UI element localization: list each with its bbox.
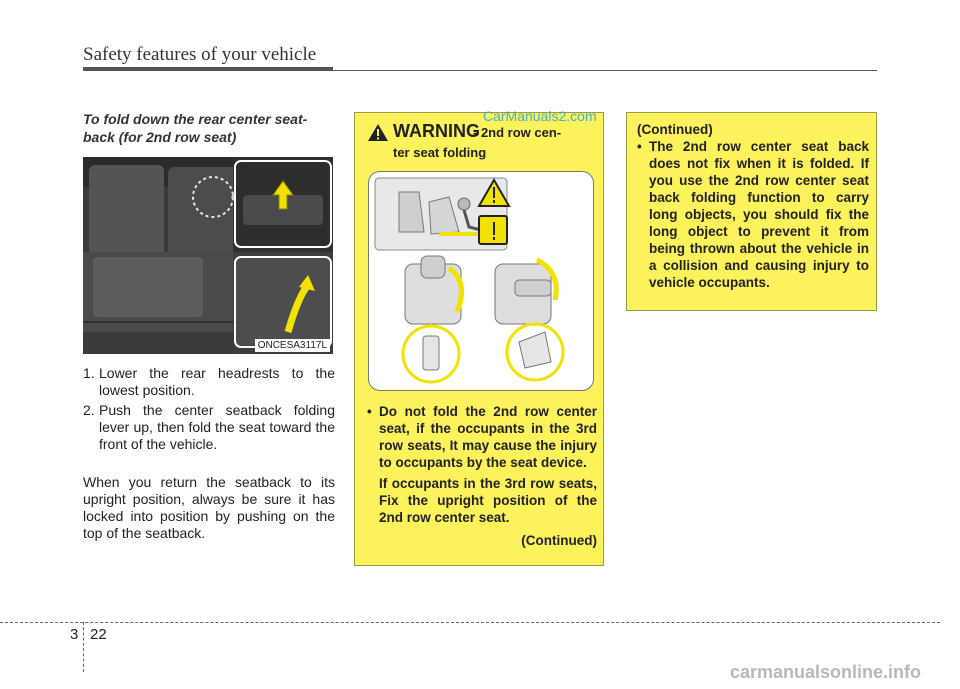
header-rule-thick [83,67,333,71]
watermark-link[interactable]: CarManuals2.com [483,108,597,124]
bullet-dot-icon: • [637,139,642,154]
step-number: 1. [83,365,95,381]
step-item [83,402,335,453]
page-chapter: 3 [70,626,79,643]
photo-caption: ONCESA3117L [255,339,330,352]
continued-box [626,112,877,311]
warning-subtitle-2: ter seat folding [393,145,487,160]
warning-bullet-text: Do not fold the 2nd row center seat, if the occupants in the 3rd row seats, It may cause the injury to occupants by the seat device. [379,404,597,470]
footer-rule [0,622,940,623]
continued-text [637,121,869,291]
step-text: Push the center seatback folding lever up, then fold the seat toward the front of the vehicle. [99,402,335,452]
page-number: 22 [90,626,107,643]
warning-continued: (Continued) [521,533,597,548]
warning-triangle-icon [367,123,389,142]
warning-bullet [367,403,597,471]
step-item [83,365,335,399]
warning-subtitle: - 2nd row cen- [473,125,562,140]
continued-heading: (Continued) [637,122,713,137]
warning-box [354,112,604,566]
steps-list [83,365,335,456]
continued-bullet-text: The 2nd row center seat back does not fix when it is folded. If you use the 2nd row center seat back folding function to carry long objects, you should fix the long object to prevent it from being thrown about the vehicle in a collision and causing injury to vehicle occupants. [649,139,869,290]
seat-photo [83,157,333,354]
seat-photo-image [83,157,333,354]
step-text: Lower the rear headrests to the lowest position. [99,365,335,398]
warning-bullet-para: If occupants in the 3rd row seats, Fix the upright position of the 2nd row center seat. [379,476,597,525]
step-number: 2. [83,402,95,418]
body-paragraph: When you return the seatback to its upright position, always be sure it has locked into position by pushing on the top of the seatback. [83,474,335,541]
header-rule-thin [333,70,877,71]
seat-folding-illustration [369,172,593,390]
bullet-dot-icon: • [367,404,372,419]
warning-text [367,403,597,549]
continued-bullet [637,138,869,291]
warning-label: WARNING [393,121,480,141]
footer-divider [83,622,84,672]
warning-illustration [368,171,594,391]
site-footer-link[interactable]: carmanualsonline.info [730,662,922,682]
header-title: Safety features of your vehicle [83,44,317,65]
section-heading: To fold down the rear center seat-back (for 2nd row seat) [83,111,308,145]
